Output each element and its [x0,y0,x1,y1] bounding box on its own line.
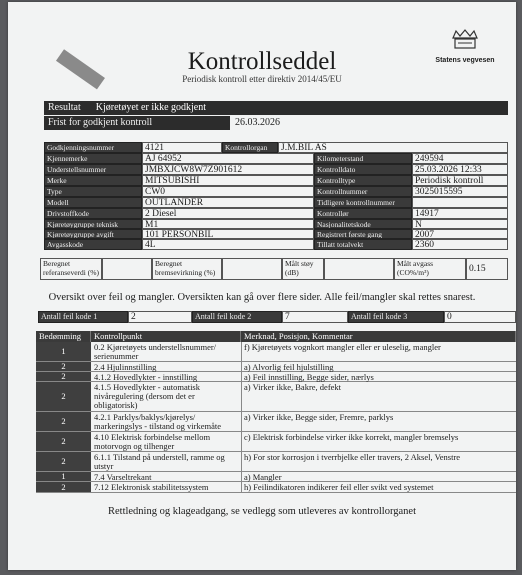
defect-point: 4.1.2 Hovedlykter - innstilling [94,372,198,382]
table-row [36,372,516,382]
field-value [412,197,508,208]
field-label: Merke [44,175,142,186]
table-row [36,432,516,452]
measurements-row [40,258,508,280]
defect-point: 2.4 Hjulinnstilling [94,362,157,372]
defect-remark: a) Virker ikke, Begge sider, Fremre, parklys [244,412,394,422]
defect-point: 4.10 Elektrisk forbindelse mellom motorvogn og tilhenger [94,432,211,451]
field-value: 2360 [412,239,508,250]
overview-text: Oversikt over feil og mangler. Oversikten kan gå over flere sider. Alle feil/mangler skal rettes snarest. [48,292,476,303]
result-label: Resultat [48,102,81,113]
table-row [36,482,516,493]
defect-grade: 2 [36,382,91,411]
field-label: Type [44,186,142,197]
measurement-value: 0.15 [466,258,508,280]
defect-grade: 2 [36,482,91,492]
field-value: AJ 64952 [142,153,314,164]
field-label: Understellsnummer [44,164,142,175]
field-value: 249594 [412,153,508,164]
defect-remark: a) Mangler [244,472,282,482]
field-label: Nasjonalitetskode [314,219,412,229]
count-label: Antall feil kode 2 [192,311,282,323]
crown-shield-icon [450,28,480,50]
field-label: Kontrolltype [314,175,412,186]
brand-name: Statens vegvesen [435,57,495,64]
field-label: Tidligere kontrollnummer [314,197,412,208]
header-remark: Merknad, Posisjon, Kommentar [241,331,516,342]
field-value: 14917 [412,208,508,219]
defect-remark: a) Virker ikke, Bakre, defekt [244,382,342,392]
field-label: Kjøretøygruppe teknisk [44,219,142,229]
defect-remark: f) Kjøretøyets vognkort mangler eller er uleselig, mangler [244,342,441,352]
result-row [44,101,508,115]
defect-grade: 1 [36,472,91,481]
defect-grade: 2 [36,372,91,381]
table-row [36,342,516,362]
statens-vegvesen-logo [426,28,504,64]
defect-point: 0.2 Kjøretøyets understellsnummer/ serienummer [94,342,217,361]
field-label: Drivstoffkode [44,208,142,219]
measurement-value [102,258,152,280]
document-subtitle: Periodisk kontroll etter direktiv 2014/45/EU [182,74,342,84]
field-value: 3025015595 [412,186,508,197]
table-row [36,452,516,472]
field-value: JMBXJCW8W7Z901612 [142,164,314,175]
defect-point: 4.2.1 Parklys/baklys/kjørelys/ markeringslys - tilstand og virkemåte [94,412,221,431]
field-label: Kjøretøygruppe avgift [44,229,142,239]
header-point: Kontrollpunkt [91,331,241,342]
field-value: CW0 [142,186,314,197]
deadline-value: 26.03.2026 [235,117,280,128]
header-grade: Bedømming [36,331,91,342]
measurement-value [324,258,394,280]
defect-grade: 2 [36,452,91,471]
defect-grade: 2 [36,362,91,371]
field-value: 101 PERSONBIL [142,229,314,239]
field-value: 25.03.2026 12:33 [412,164,508,175]
field-label: Registrert første gang [314,229,412,239]
defect-grade: 2 [36,412,91,431]
field-label: Tillatt totalvekt [314,239,412,250]
count-value: 7 [282,311,348,323]
field-value: MITSUBISHI [142,175,314,186]
field-value: 2007 [412,229,508,239]
count-label: Antall feil kode 1 [38,311,128,323]
kontrollorgan-label: Kontrollorgan [222,142,278,153]
deadline-label: Frist for godkjent kontroll [44,116,230,130]
document-title: Kontrollseddel [187,48,337,75]
table-row [36,472,516,482]
field-value: N [412,219,508,229]
field-value: 4L [142,239,314,250]
field-label: Kontrollør [314,208,412,219]
defect-remark: c) Elektrisk forbindelse virker ikke korrekt, mangler bremselys [244,432,459,442]
field-value: 4121 [142,142,222,153]
defect-counts-row [38,311,516,323]
table-row [36,412,516,432]
table-row [36,362,516,372]
measurement-label: Beregnet bremsevirkning (%) [152,258,222,280]
field-label: Godkjenningsnummer [44,142,142,153]
defect-point: 7.12 Elektronisk stabilitetssystem [94,482,209,492]
field-value: M1 [142,219,314,229]
measurement-value [222,258,282,280]
defect-grade: 2 [36,432,91,451]
field-value: 2 Diesel [142,208,314,219]
result-value: Kjøretøyet er ikke godkjent [95,102,207,113]
inspection-document [8,2,516,570]
field-label: Kontrollnummer [314,186,412,197]
measurement-label: Målt støy (dB) [282,258,324,280]
table-row [36,382,516,412]
field-label: Kontrolldato [314,164,412,175]
field-label: Kilometerstand [314,153,412,164]
defect-remark: a) Alvorlig feil hjulstilling [244,362,334,372]
field-value: Periodisk kontroll [412,175,508,186]
count-label: Antall feil kode 3 [348,311,444,323]
kontrollorgan-value: J.M.BIL AS [278,142,508,153]
field-label: Modell [44,197,142,208]
defect-point: 7.4 Varseltrekant [94,472,152,482]
defect-remark: a) Feil innstilling, Begge sider, nærlys [244,372,374,382]
measurement-label: Målt avgass (CO%/m³) [394,258,466,280]
vehicle-data-grid [44,142,508,250]
field-value: OUTLANDER [142,197,314,208]
footer-text: Rettledning og klageadgang, se vedlegg som utleveres av kontrollorganet [107,506,417,517]
defect-remark: h) Feilindikatoren indikerer feil eller svikt ved systemet [244,482,434,492]
count-value: 0 [444,311,516,323]
defect-remark: h) For stor korrosjon i tverrbjelke eller travers, 2 Aksel, Venstre [244,452,461,462]
defect-point: 6.1.1 Tilstand på understell, ramme og utstyr [94,452,225,471]
defect-grade: 1 [36,342,91,361]
defects-table [8,331,516,497]
measurement-label: Beregnet referanseverdi (%) [40,258,102,280]
defect-point: 4.1.5 Hovedlykter - automatisk nivåregulering (dersom det er obligatorisk) [94,382,200,410]
count-value: 2 [128,311,192,323]
field-label: Avgasskode [44,239,142,250]
field-label: Kjennemerke [44,153,142,164]
